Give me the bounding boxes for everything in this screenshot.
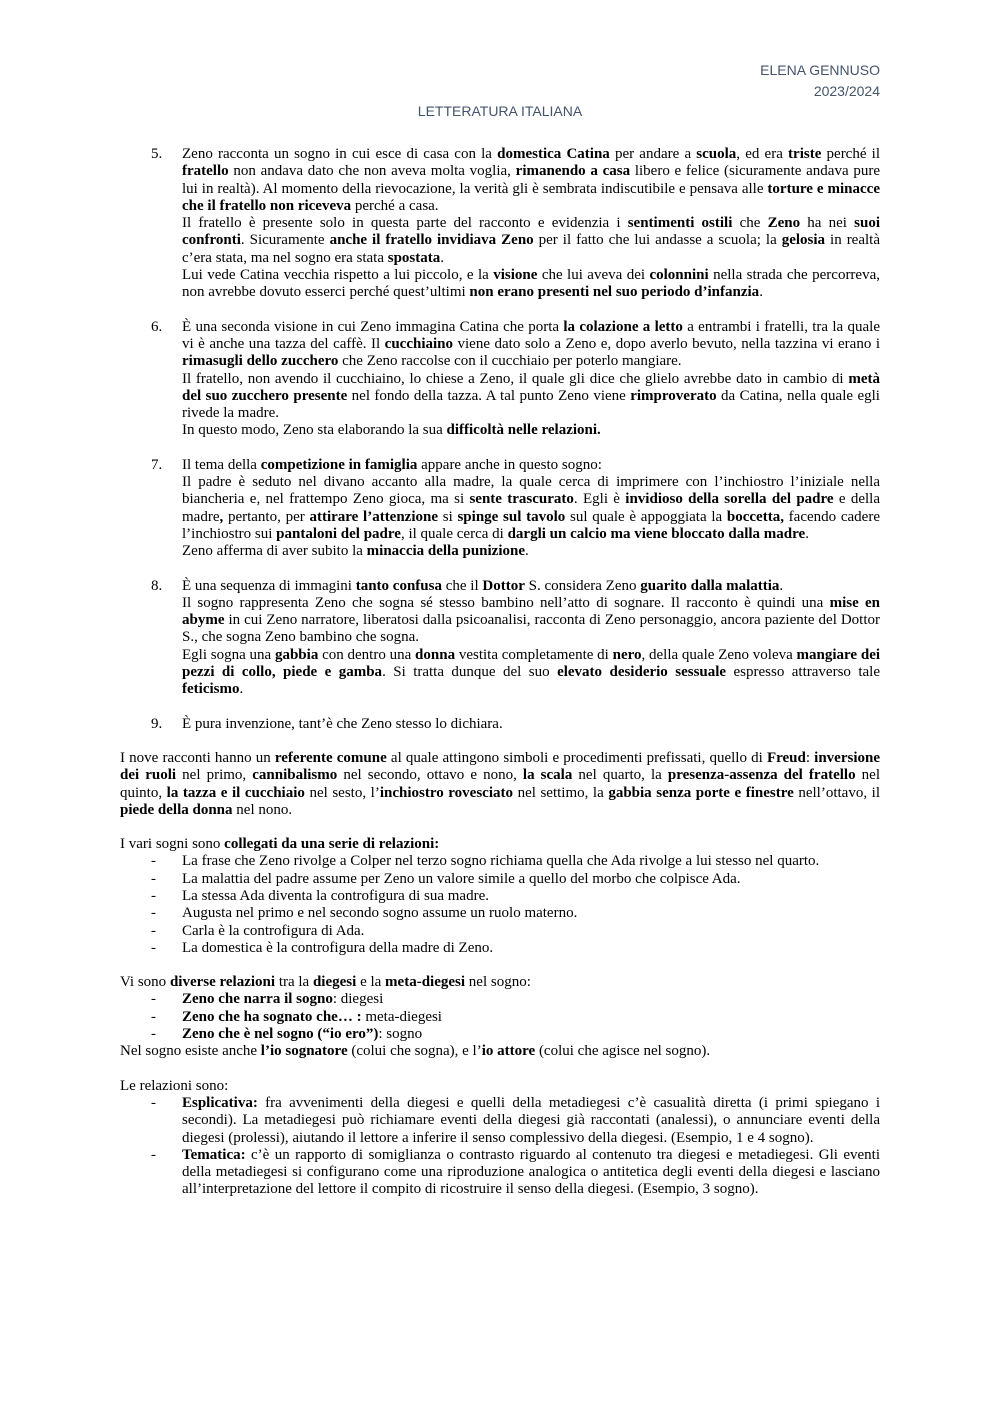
bold-text: triste (788, 146, 822, 162)
text-run: perché a casa. (351, 197, 439, 214)
summary-text (120, 750, 880, 819)
text-run: viene dato solo a Zeno e, dopo averlo bevuto, nella tazzina vi erano i (453, 335, 880, 352)
text-run: nel sogno: (465, 974, 531, 991)
bold-text: sente trascurato (469, 491, 574, 508)
text-run: perché il (821, 146, 881, 162)
text-run: (colui che sogna), e l’ (347, 1043, 482, 1060)
dash-marker: - (151, 1008, 156, 1025)
item-number: 7. (151, 456, 163, 473)
bold-text: dargli un calcio ma viene bloccato dalla madre (507, 525, 806, 542)
bold-text: anche il fratello invidiava Zeno (329, 232, 534, 249)
text-run: . Si tratta dunque del suo (382, 664, 558, 681)
bold-text: rimasugli dello zucchero (182, 353, 339, 370)
types-list (120, 1095, 880, 1199)
bold-text: rimanendo a casa (515, 163, 631, 180)
item-paragraph (182, 543, 880, 560)
subject-title: LETTERATURA ITALIANA (417, 103, 583, 119)
text-run: : sogno (378, 1026, 423, 1043)
list-item (120, 146, 880, 302)
item-paragraph (182, 267, 880, 302)
diegesi-section (120, 974, 880, 1060)
bullet-item (120, 1009, 880, 1026)
text-run: . (525, 543, 529, 560)
text-run: . (805, 525, 809, 542)
author-name: ELENA GENNUSO (760, 62, 880, 78)
bold-text: guarito dalla malattia (640, 577, 780, 594)
bullet-item (120, 940, 880, 957)
text-run: . Egli è (573, 491, 626, 508)
dash-marker: - (151, 853, 156, 870)
bold-text: metà del suo zucchero presente (182, 370, 880, 404)
list-item (120, 457, 880, 561)
bold-text: Freud (766, 749, 806, 766)
text-run: tra la (275, 974, 313, 991)
text-run: facendo cadere l’inchiostro sui (182, 508, 880, 542)
bold-text: invidioso della sorella del padre (625, 491, 834, 508)
bold-text: collegati da una serie di relazioni: (224, 836, 440, 853)
bold-text: io attore (481, 1043, 536, 1060)
text-run: Egli sogna una (182, 646, 275, 663)
dash-marker: - (151, 939, 156, 956)
numbered-list (120, 146, 880, 733)
text-run: da Catina, nella quale egli rivede la madre. (182, 387, 880, 422)
list-item (120, 716, 880, 733)
item-number: 9. (151, 715, 163, 732)
bold-text: diverse relazioni (169, 974, 276, 991)
document-body (120, 146, 880, 1199)
dash-marker: - (151, 1146, 156, 1163)
bold-text: Tematica: (182, 1146, 246, 1163)
text-run: Zeno racconta un sogno in cui esce di casa con la (182, 146, 498, 162)
bold-text: Zeno (767, 215, 801, 232)
diegesi-intro (120, 974, 880, 991)
text-run: Il fratello, non avendo il cucchiaino, lo chiese a Zeno, il quale gli dice che glielo avrebbe dato in cambio di (182, 370, 849, 387)
item-paragraph (182, 716, 880, 733)
item-paragraph (182, 457, 880, 474)
bold-text: Zeno che narra il sogno (182, 991, 333, 1008)
text-run: . Sicuramente (240, 232, 330, 249)
text-run: , ed era (736, 146, 789, 162)
diegesi-closing (120, 1043, 880, 1060)
text-run: al quale attingono simboli e procedimenti prefissati, quello di (386, 749, 767, 766)
text-run: Il padre è seduto nel divano accanto alla madre, la quale cerca di imprimere con l’inchiostro l’iniziale nella biancheria e, nel frattempo Zeno gioca, ma si (182, 474, 880, 508)
bullet-item (120, 991, 880, 1008)
text-run: I vari sogni sono (120, 836, 225, 853)
text-run: non andava dato che non aveva molta voglia, (228, 163, 516, 180)
text-run: e la (356, 974, 386, 991)
bold-text: inchiostro rovesciato (379, 784, 513, 801)
bullet-item (120, 871, 880, 888)
text-run: Augusta nel primo e nel secondo sogno assume un ruolo materno. (182, 905, 578, 922)
bold-text: elevato desiderio sessuale (557, 664, 727, 681)
dash-marker: - (151, 991, 156, 1008)
text-run: Nel sogno esiste anche (120, 1043, 261, 1060)
dash-marker: - (151, 1026, 156, 1043)
text-run: Carla è la controfigura di Ada. (182, 922, 365, 939)
bold-text: mangiare dei pezzi di collo, piede e gamba (182, 646, 881, 681)
text-run: La frase che Zeno rivolge a Colper nel terzo sogno richiama quella che Ada rivolge a lui stesso nel quarto. (182, 853, 820, 870)
text-run: che Zeno raccolse con il cucchiaio per poterlo mangiare. (338, 353, 682, 370)
bold-text: inversione dei ruoli (120, 749, 881, 784)
text-run: È una sequenza di immagini (182, 577, 356, 594)
text-run: . (239, 681, 244, 698)
text-run: Il tema della (182, 456, 261, 473)
page-header-right (760, 60, 880, 102)
text-run: . (759, 284, 763, 301)
text-run: appare anche in questo sogno: (417, 456, 602, 473)
text-run: c’è un rapporto di somiglianza o contrasto riguardo al contenuto tra diegesi e metadiegesi. Gli eventi della metadiegesi si configurano come una riproduzione analogica o antitetica degli eventi della diegesi e lasciano all’interpretazione del lettore il compito di ricostruire il senso della diegesi. (Esempio, 3 sogno). (182, 1146, 880, 1198)
text-run: . (779, 577, 784, 594)
bold-text: feticismo (182, 681, 240, 698)
text-run: nel primo, (176, 767, 253, 784)
item-paragraph (182, 146, 880, 215)
bold-text: Esplicativa: (182, 1094, 258, 1111)
text-run: Il sogno rappresenta Zeno che sogna sé stesso bambino nell’atto di sognare. Il racconto è quindi una (182, 594, 830, 611)
text-run: libero e felice (sicuramente andava pure lui in realtà). Al momento della rievocazione, la verità gli è sembrata indiscutibile e pensava alle (182, 163, 880, 197)
text-run: I nove racconti hanno un (120, 749, 275, 766)
bold-text: fratello (182, 163, 229, 180)
bullet-item (120, 1026, 880, 1043)
bold-text: la colazione a letto (563, 318, 683, 335)
bold-text: domestica Catina (497, 146, 610, 162)
item-paragraph (182, 578, 880, 595)
text-run: La domestica è la controfigura della madre di Zeno. (182, 939, 494, 956)
bold-text: spinge sul tavolo (457, 508, 566, 525)
text-run: che lui aveva dei (537, 267, 650, 284)
dash-marker: - (151, 922, 156, 939)
bold-text: Dottor (482, 577, 525, 594)
text-run: espresso attraverso tale (726, 664, 880, 681)
text-run: nel quinto, (120, 767, 880, 801)
text-run: ha nei (800, 215, 855, 232)
bold-text: attirare l’attenzione (309, 508, 439, 525)
item-number: 5. (151, 146, 163, 162)
relations-list (120, 853, 880, 957)
text-run: pertanto, per (223, 508, 310, 525)
bold-text: suoi confronti (182, 215, 881, 249)
bullet-item (120, 1095, 880, 1147)
text-run: nel sesto, l’ (304, 784, 380, 801)
text-run: nel nono. (232, 801, 293, 818)
text-run: si (438, 508, 458, 525)
text-run: con dentro una (318, 646, 416, 663)
text-run: in realtà c’era stata, ma nel sogno era stata (182, 232, 880, 266)
relations-intro (120, 836, 880, 853)
text-run: È una seconda visione in cui Zeno immagina Catina che porta (182, 318, 564, 335)
item-number: 6. (151, 318, 163, 335)
text-run: : diegesi (332, 991, 384, 1008)
bold-text: donna (415, 646, 456, 663)
text-run: Vi sono (120, 974, 170, 991)
text-run: meta-diegesi (361, 1008, 442, 1025)
text-run: che il (441, 577, 483, 594)
text-run: nel secondo, ottavo e nono, (337, 767, 523, 784)
item-paragraph (182, 647, 880, 699)
bold-text: l’io sognatore (260, 1043, 348, 1060)
dash-marker: - (151, 870, 156, 887)
bold-text: la scala (522, 767, 573, 784)
item-number: 8. (151, 577, 163, 594)
bold-text: gabbia senza porte e finestre (608, 784, 794, 801)
text-run: nel quarto, la (572, 767, 668, 784)
text-run: : (805, 749, 815, 766)
list-item (120, 319, 880, 440)
bold-text: cucchiaino (384, 335, 454, 352)
text-run: in cui Zeno narratore, liberatosi dalla psicoanalisi, racconta di Zeno personaggio, ancora paziente del Dottor S., che sogna Zeno bambino che sogna. (182, 612, 880, 646)
text-run: , della quale Zeno voleva (641, 646, 797, 663)
text-run: vestita completamente di (455, 646, 613, 663)
bold-text: la tazza e il cucchiaio (166, 784, 305, 801)
bold-text: competizione in famiglia (260, 456, 418, 473)
dash-marker: - (151, 887, 156, 904)
text-run: per andare a (609, 146, 697, 162)
summary-paragraph (120, 750, 880, 819)
bold-text: gabbia (274, 646, 319, 663)
bold-text: presenza-assenza del fratello (667, 767, 856, 784)
item-paragraph (182, 595, 880, 647)
dash-marker: - (151, 1094, 156, 1111)
item-paragraph (182, 422, 880, 439)
text-run: S. considera Zeno (524, 577, 641, 594)
text-run: La malattia del padre assume per Zeno un valore simile a quello del morbo che colpisce Ada. (182, 870, 741, 887)
bold-text: gelosia (781, 232, 826, 249)
bullet-item (120, 888, 880, 905)
text-run: nel settimo, la (513, 784, 609, 801)
bold-text: rimproverato (630, 387, 717, 404)
bold-text: pantaloni del padre (276, 525, 401, 542)
bold-text: mise en abyme (182, 594, 880, 629)
text-run: fra avvenimenti della diegesi e quelli della metadiegesi c’è casualità diretta (i primi spiegano i secondi). La metadiegesi può richiamare eventi della diegesi già raccontati (analessi), o annunciare eventi della diegesi (prolessi), aiutando il lettore a inferire il senso complessivo della diegesi. (Esempio, 1 e 4 sogno). (182, 1094, 880, 1146)
bold-text: referente comune (274, 749, 387, 766)
text-run: È pura invenzione, tant’è che Zeno stesso lo dichiara. (182, 715, 503, 732)
diegesi-list (120, 991, 880, 1043)
text-run: . (440, 249, 445, 266)
list-item (120, 578, 880, 699)
text-run: Il fratello è presente solo in questa parte del racconto e evidenzia i (182, 215, 628, 232)
text-run: a entrambi i fratelli, tra la quale vi è anche una tazza del caffè. Il (182, 318, 880, 352)
text-run: , il quale cerca di (400, 525, 508, 542)
bold-text: visione (493, 267, 538, 284)
bold-text: meta-diegesi (385, 974, 466, 991)
bullet-item (120, 1147, 880, 1199)
bold-text: boccetta, (726, 508, 784, 525)
bullet-item (120, 923, 880, 940)
item-paragraph (182, 215, 880, 267)
text-run: nell’ottavo, il (793, 784, 880, 801)
text-run: sul quale è appoggiata la (565, 508, 727, 525)
text-run: nella strada che percorreva, non avrebbe dovuto esserci perché quest’ultimi (182, 267, 880, 301)
item-paragraph (182, 371, 880, 423)
text-run: (colui che agisce nel sogno). (535, 1043, 711, 1060)
types-section (120, 1078, 880, 1199)
bold-text: spostata (387, 249, 441, 266)
text-run: Le relazioni sono: (120, 1077, 229, 1094)
bold-text: , (219, 508, 224, 525)
text-run: La stessa Ada diventa la controfigura di sua madre. (182, 887, 489, 904)
item-paragraph (182, 474, 880, 543)
bold-text: piede della donna (120, 801, 233, 818)
bold-text: cannibalismo (252, 767, 338, 784)
text-run: e della madre (182, 491, 881, 525)
bold-text: sentimenti ostili (627, 215, 733, 232)
text-run: In questo modo, Zeno sta elaborando la sua (182, 422, 447, 439)
bold-text: tanto confusa (355, 577, 442, 594)
bold-text: torture e minacce che il fratello non riceveva (182, 180, 880, 214)
text-run: che (732, 215, 768, 232)
bold-text: Zeno che è nel sogno (“io ero”) (182, 1026, 379, 1043)
text-run: nel fondo della tazza. A tal punto Zeno viene (347, 387, 631, 404)
dash-marker: - (151, 905, 156, 922)
bullet-item (120, 853, 880, 870)
bold-text: colonnini (649, 267, 709, 284)
academic-year: 2023/2024 (813, 83, 880, 99)
item-paragraph (182, 319, 880, 371)
text-run: Lui vede Catina vecchia rispetto a lui piccolo, e la (182, 267, 494, 284)
relations-section (120, 836, 880, 957)
bold-text: difficoltà nelle relazioni. (446, 422, 601, 439)
bold-text: scuola (696, 146, 737, 162)
text-run: Zeno afferma di aver subito la (182, 543, 367, 560)
bold-text: nero (612, 646, 642, 663)
bold-text: diegesi (312, 974, 357, 991)
bullet-item (120, 905, 880, 922)
bold-text: Zeno che ha sognato che… : (182, 1008, 362, 1025)
bold-text: non erano presenti nel suo periodo d’infanzia (469, 284, 760, 301)
types-intro (120, 1078, 880, 1095)
text-run: per il fatto che lui andasse a scuola; la (533, 232, 782, 249)
bold-text: minaccia della punizione (366, 543, 525, 560)
